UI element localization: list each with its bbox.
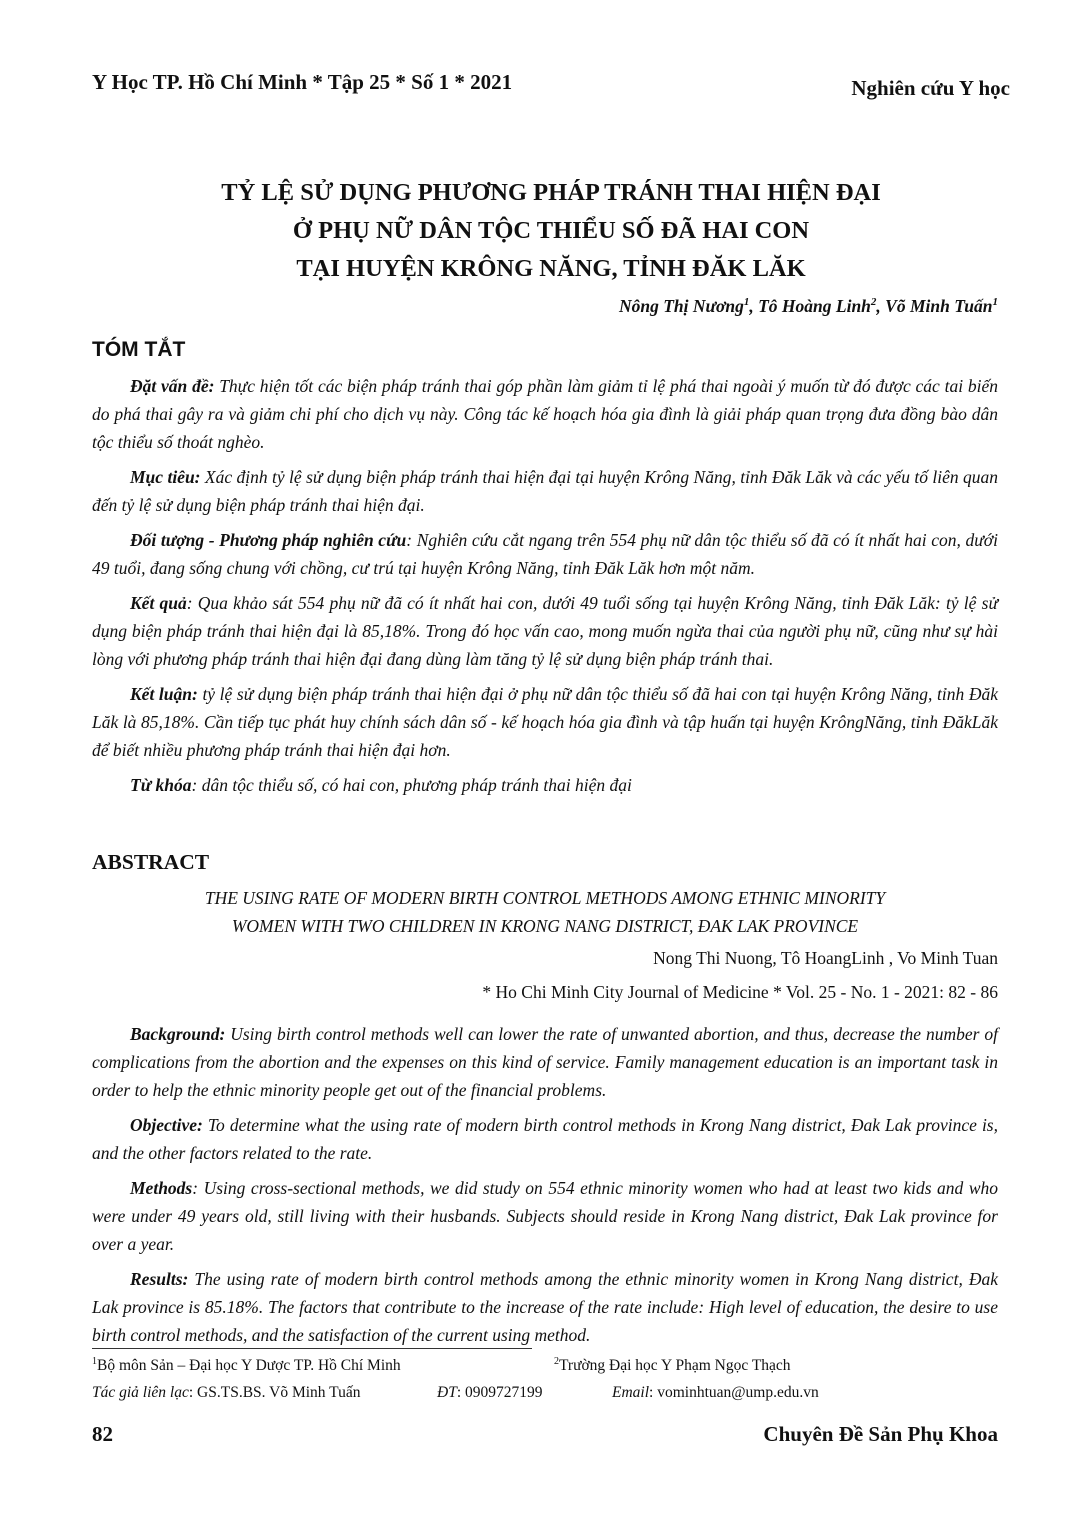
affiliation-2: Trường Đại học Y Phạm Ngọc Thạch <box>559 1357 791 1375</box>
paragraph-label: Objective: <box>130 1115 203 1135</box>
english-title-line-1: THE USING RATE OF MODERN BIRTH CONTROL METHODS AMONG ETHNIC MINORITY <box>204 888 886 908</box>
phone-label: ĐT <box>437 1384 457 1401</box>
paragraph-text: : Nghiên cứu cắt ngang trên 554 phụ nữ dân tộc thiểu số đã có ít nhất hai con, dưới 49 tuổi, đang sống chung với chồng, cư trú tại huyện Krông Năng, tỉnh Đăk Lăk hơn một năm. <box>92 530 999 578</box>
phone-number: : 0909727199 <box>456 1384 543 1401</box>
english-authors: Nong Thi Nuong, Tô HoangLinh , Vo Minh Tuan <box>653 948 998 968</box>
paragraph-text: : Using cross-sectional methods, we did study on 554 ethnic minority women who had at least two kids and who were under 49 years old, still living with their husbands. Subjects should reside in Krong Nang district, Đak Lak province for over a year. <box>92 1178 998 1254</box>
footnote-divider <box>92 1348 532 1349</box>
english-title-line-2: WOMEN WITH TWO CHILDREN IN KRONG NANG DISTRICT, ĐAK LAK PROVINCE <box>231 916 859 936</box>
paragraph-label: Từ khóa <box>130 775 192 795</box>
citation: * Ho Chi Minh City Journal of Medicine * Vol. 25 - No. 1 - 2021: 82 - 86 <box>482 982 998 1002</box>
paragraph <box>92 526 998 582</box>
abstract-body <box>92 1020 998 1356</box>
affiliations-footnote <box>92 1356 992 1375</box>
title-line-2: Ở PHỤ NỮ DÂN TỘC THIỂU SỐ ĐÃ HAI CON <box>292 217 810 244</box>
paragraph-text: The using rate of modern birth control methods among the ethnic minority women in Krong Nang district, Đak Lak province is 85.18%. The factors that contribute to the increase of the rate include: High level of education, the desire to use birth control methods, and the satisfaction of the current using method. <box>92 1269 998 1345</box>
author-name: Nông Thị Nương <box>618 296 744 316</box>
paragraph-label: Đặt vấn đề: <box>130 376 215 396</box>
author-affiliation-number: 1 <box>743 296 750 309</box>
paragraph-text: Xác định tỷ lệ sử dụng biện pháp tránh thai hiện đại tại huyện Krông Năng, tỉnh Đăk Lăk và các yếu tố liên quan đến tỷ lệ sử dụng biện pháp tránh thai hiện đại. <box>92 467 998 515</box>
paragraph <box>92 372 998 456</box>
affiliation-1-number: 1 <box>92 1356 97 1367</box>
author-list <box>619 296 998 317</box>
running-header <box>92 70 1010 101</box>
title-line-1: TỶ LỆ SỬ DỤNG PHƯƠNG PHÁP TRÁNH THAI HIỆN ĐẠI <box>221 179 881 206</box>
affiliation-2-number: 2 <box>554 1356 559 1367</box>
paragraph-label: Kết quả <box>130 593 187 613</box>
paragraph-text: Using birth control methods well can lower the rate of unwanted abortion, and thus, decrease the number of complications from the abortion and the expenses on this kind of service. Family management education is an important task in order to help the ethnic minority people get out of the financial problems. <box>92 1024 998 1100</box>
paragraph <box>92 771 998 799</box>
paragraph <box>92 589 998 673</box>
summary-body <box>92 372 998 806</box>
paragraph-label: Kết luận: <box>130 684 198 704</box>
paragraph-text: tỷ lệ sử dụng biện pháp tránh thai hiện đại ở phụ nữ dân tộc thiểu số đã hai con tại huyện Krông Năng, tỉnh Đăk Lăk là 85,18%. Cần tiếp tục phát huy chính sách dân số - kế hoạch hóa gia đình và tập huấn tại huyện KrôngNăng, tỉnh ĐăkLăk để biết nhiều phương pháp tránh thai hiện đại hơn. <box>92 684 998 760</box>
paragraph-text: Thực hiện tốt các biện pháp tránh thai góp phần làm giảm tỉ lệ phá thai ngoài ý muốn từ đó được các tai biến do phá thai gây ra và giảm chi phí cho dịch vụ này. Công tác kế hoạch hóa gia đình là giải pháp quan trọng đưa đồng bào dân tộc thiểu số thoát nghèo. <box>92 376 998 452</box>
abstract-heading: ABSTRACT <box>92 850 210 874</box>
issue-topic: Chuyên Đề Sản Phụ Khoa <box>763 1422 998 1446</box>
contact-label: Tác giả liên lạc <box>92 1384 189 1401</box>
contact-name: : GS.TS.BS. Võ Minh Tuấn <box>188 1384 361 1401</box>
paragraph <box>92 1174 998 1258</box>
english-title <box>92 884 998 940</box>
author-affiliation-number: 2 <box>870 296 877 309</box>
paragraph-label: Results: <box>130 1269 189 1289</box>
paragraph <box>92 1111 998 1167</box>
paragraph <box>92 463 998 519</box>
section-header: Nghiên cứu Y học <box>851 76 1010 100</box>
page-number: 82 <box>92 1422 113 1446</box>
author-name: Tô Hoàng Linh <box>758 296 871 316</box>
summary-heading: TÓM TẮT <box>92 338 186 361</box>
affiliation-1: Bộ môn Sản – Đại học Y Dược TP. Hồ Chí Minh <box>97 1357 401 1375</box>
author-separator: , <box>749 296 759 316</box>
author-name: Võ Minh Tuấn <box>885 296 993 316</box>
paragraph <box>92 1020 998 1104</box>
paragraph-label: Methods <box>130 1178 193 1198</box>
contact-footnote <box>92 1384 992 1402</box>
email-address: : vominhtuan@ump.edu.vn <box>649 1384 819 1401</box>
paragraph-text: : Qua khảo sát 554 phụ nữ đã có ít nhất hai con, dưới 49 tuổi sống tại huyện Krông Năng, tỉnh Đăk Lăk: tỷ lệ sử dụng biện pháp tránh thai hiện đại là 85,18%. Trong đó học vấn cao, mong muốn ngừa thai của người phụ nữ, cũng như sự hài lòng với phương pháp tránh thai hiện đại đang dùng làm tăng tỷ lệ sử dụng biện pháp tránh thai. <box>92 593 998 669</box>
author-separator: , <box>876 296 886 316</box>
paragraph <box>92 680 998 764</box>
email-label: Email <box>612 1384 650 1401</box>
paragraph-label: Đối tượng - Phương pháp nghiên cứu <box>130 530 407 550</box>
journal-header: Y Học TP. Hồ Chí Minh * Tập 25 * Số 1 * 2021 <box>92 70 513 94</box>
author-affiliation-number: 1 <box>992 296 998 309</box>
running-footer <box>92 1422 998 1447</box>
paragraph <box>92 1265 998 1349</box>
title-line-3: TẠI HUYỆN KRÔNG NĂNG, TỈNH ĐĂK LĂK <box>296 255 806 282</box>
paragraph-text: : dân tộc thiểu số, có hai con, phương pháp tránh thai hiện đại <box>191 775 632 795</box>
paragraph-text: To determine what the using rate of modern birth control methods in Krong Nang district, Đak Lak province is, and the other factors related to the rate. <box>92 1115 998 1163</box>
paragraph-label: Background: <box>130 1024 226 1044</box>
article-title <box>92 174 1010 288</box>
paragraph-label: Mục tiêu: <box>130 467 201 487</box>
